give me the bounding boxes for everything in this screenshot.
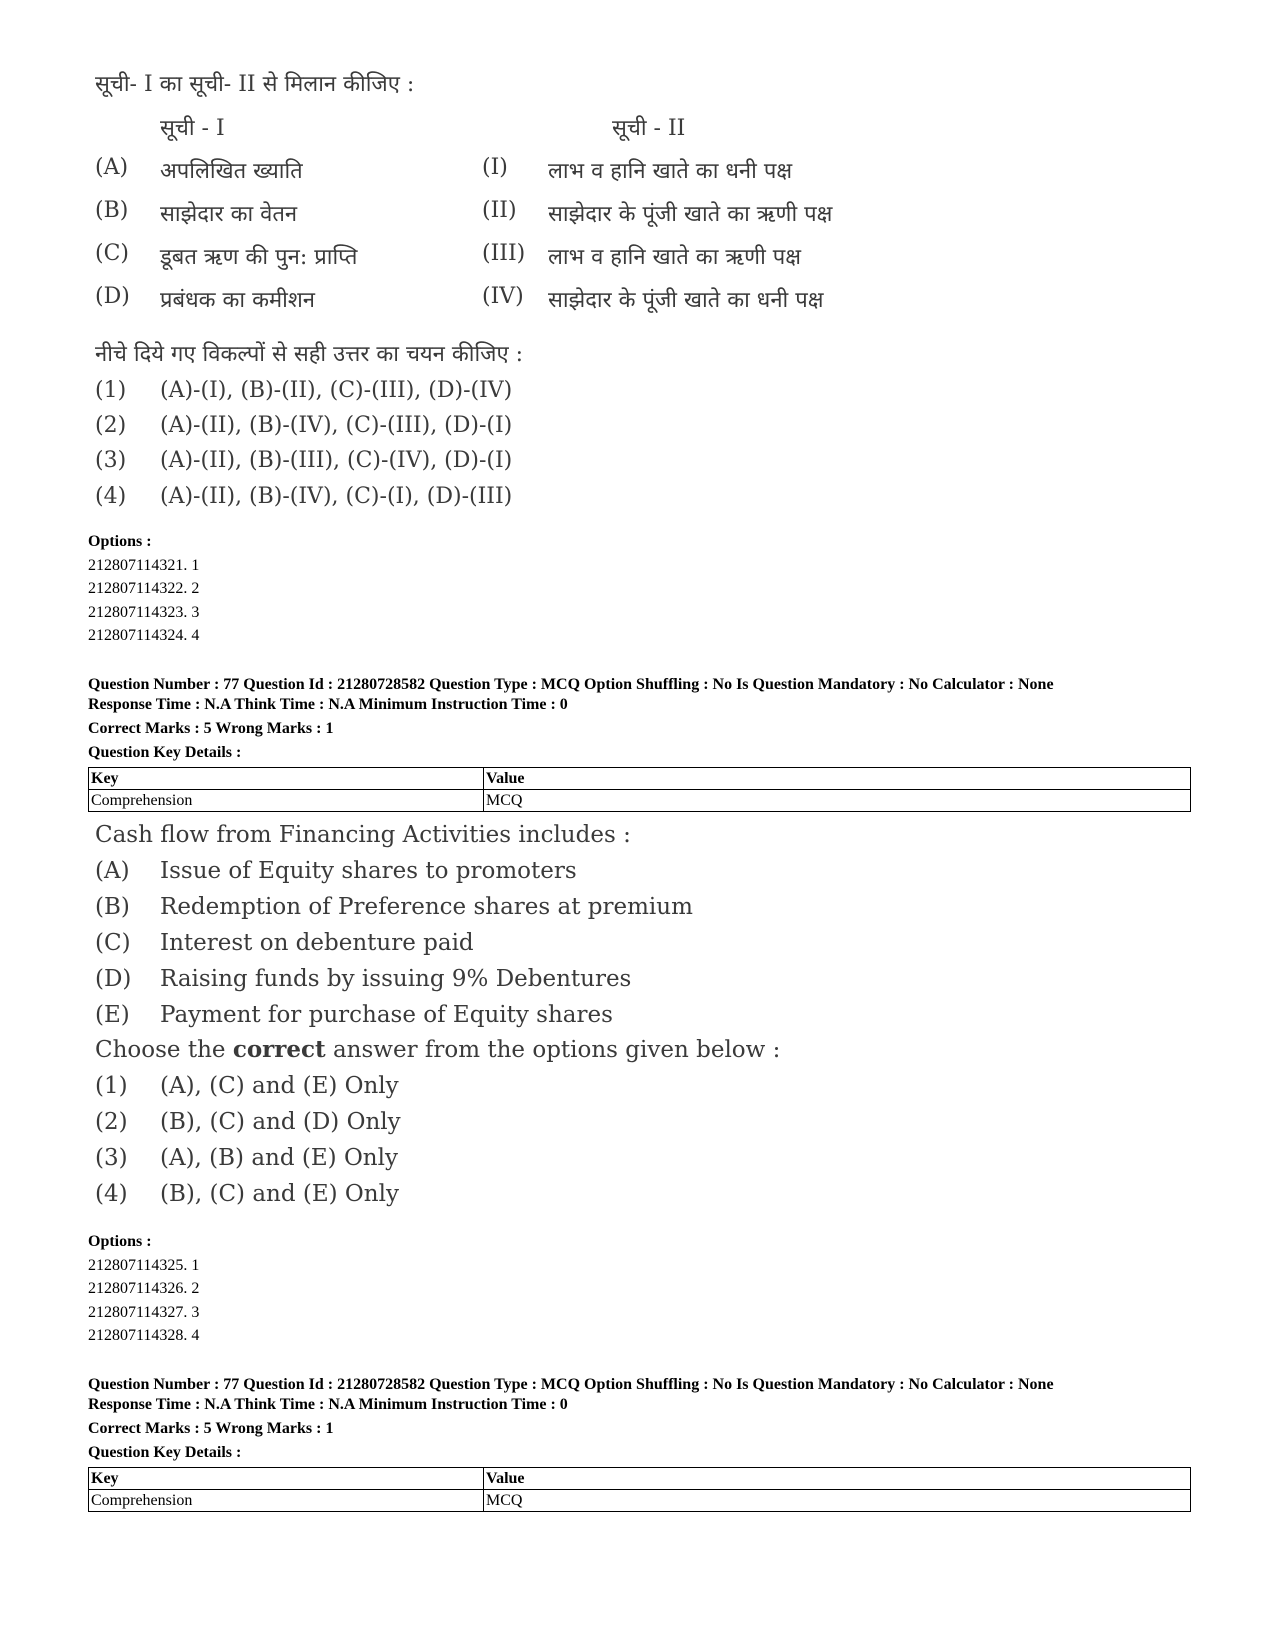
list2-header: सूची - II <box>612 116 686 141</box>
q76-instruction: सूची- I का सूची- II से मिलान कीजिए : <box>95 72 415 97</box>
row-text: अपलिखित ख्याति <box>160 159 303 184</box>
answer-number: (4) <box>95 1181 128 1207</box>
answer-number: (2) <box>95 413 127 438</box>
row-match-text: लाभ व हानि खाते का ऋणी पक्ष <box>548 245 802 270</box>
answer-number: (1) <box>95 378 127 403</box>
list1-header: सूची - I <box>160 116 225 141</box>
statement-label: (C) <box>95 930 131 956</box>
statement-text: Issue of Equity shares to promoters <box>160 858 577 884</box>
match-row <box>0 241 1275 281</box>
answer-text: (A)-(II), (B)-(III), (C)-(IV), (D)-(I) <box>160 448 513 473</box>
answer-number: (2) <box>95 1109 128 1135</box>
table-header-value: Value <box>484 1468 1191 1490</box>
answer-text: (A)-(II), (B)-(IV), (C)-(III), (D)-(I) <box>160 413 513 438</box>
option-item: 212807114325. 1 <box>88 1257 200 1274</box>
answer-row <box>0 1181 1275 1215</box>
answer-number: (3) <box>95 1145 128 1171</box>
answer-row <box>0 448 1275 482</box>
answer-text: (A), (C) and (E) Only <box>160 1073 399 1099</box>
row-label: (B) <box>95 198 129 223</box>
question-meta-line1: Question Number : 77 Question Id : 21280728582 Question Type : MCQ Option Shuffling : No Is Question Mandatory : No Calculator : None <box>88 676 1054 693</box>
question-meta-line2: Response Time : N.A Think Time : N.A Minimum Instruction Time : 0 <box>88 1396 568 1413</box>
answer-row <box>0 378 1275 412</box>
table-row <box>89 1490 1191 1512</box>
answer-text: (A)-(I), (B)-(II), (C)-(III), (D)-(IV) <box>160 378 513 403</box>
match-row <box>0 198 1275 238</box>
choose-pre: Choose the <box>95 1037 233 1063</box>
key-details-table <box>88 1467 1191 1512</box>
options-label: Options : <box>88 1233 152 1250</box>
answer-text: (B), (C) and (E) Only <box>160 1181 399 1207</box>
question-76-image <box>0 0 1275 520</box>
statement-label: (E) <box>95 1002 130 1028</box>
question-meta-line1: Question Number : 77 Question Id : 21280728582 Question Type : MCQ Option Shuffling : No Is Question Mandatory : No Calculator : None <box>88 1376 1054 1393</box>
q76-choose: नीचे दिये गए विकल्पों से सही उत्तर का चयन कीजिए : <box>95 342 524 367</box>
option-item: 212807114323. 3 <box>88 604 200 621</box>
answer-row <box>0 484 1275 518</box>
row-text: प्रबंधक का कमीशन <box>160 288 316 313</box>
answer-row <box>0 1145 1275 1179</box>
answer-row <box>0 1109 1275 1143</box>
statement-text: Redemption of Preference shares at premium <box>160 894 693 920</box>
question-key-details: Question Key Details : <box>88 1444 242 1461</box>
answer-row <box>0 413 1275 447</box>
statement-row <box>0 894 1275 928</box>
match-row <box>0 155 1275 195</box>
option-item: 212807114322. 2 <box>88 580 200 597</box>
answer-number: (3) <box>95 448 127 473</box>
row-text: डूबत ऋण की पुन: प्राप्ति <box>160 245 358 270</box>
answer-number: (4) <box>95 484 127 509</box>
table-header-row <box>89 1468 1191 1490</box>
row-roman: (II) <box>482 198 517 223</box>
statement-row <box>0 930 1275 964</box>
statement-row <box>0 1002 1275 1036</box>
choose-post: answer from the options given below : <box>325 1037 781 1063</box>
table-cell-key: Comprehension <box>89 1490 484 1512</box>
row-text: साझेदार का वेतन <box>160 202 298 227</box>
option-item: 212807114324. 4 <box>88 627 200 644</box>
row-roman: (I) <box>482 155 508 180</box>
row-roman: (IV) <box>482 284 524 309</box>
table-header-row <box>89 768 1191 790</box>
match-row <box>0 284 1275 324</box>
option-item: 212807114321. 1 <box>88 557 200 574</box>
answer-text: (A), (B) and (E) Only <box>160 1145 398 1171</box>
row-roman: (III) <box>482 241 526 266</box>
statement-text: Payment for purchase of Equity shares <box>160 1002 613 1028</box>
row-label: (C) <box>95 241 129 266</box>
statement-row <box>0 966 1275 1000</box>
question-meta-line2: Response Time : N.A Think Time : N.A Minimum Instruction Time : 0 <box>88 696 568 713</box>
table-cell-value: MCQ <box>484 790 1191 812</box>
options-label: Options : <box>88 533 152 550</box>
question-77-image <box>0 818 1275 1218</box>
table-row <box>89 790 1191 812</box>
statement-label: (A) <box>95 858 130 884</box>
question-key-details: Question Key Details : <box>88 744 242 761</box>
answer-row <box>0 1073 1275 1107</box>
row-match-text: साझेदार के पूंजी खाते का ऋणी पक्ष <box>548 202 833 227</box>
q77-stem: Cash flow from Financing Activities includes : <box>95 822 631 848</box>
answer-text: (A)-(II), (B)-(IV), (C)-(I), (D)-(III) <box>160 484 513 509</box>
statement-text: Raising funds by issuing 9% Debentures <box>160 966 632 992</box>
q77-choose <box>95 1036 780 1063</box>
answer-text: (B), (C) and (D) Only <box>160 1109 401 1135</box>
question-marks: Correct Marks : 5 Wrong Marks : 1 <box>88 720 334 737</box>
key-details-table <box>88 767 1191 812</box>
row-match-text: साझेदार के पूंजी खाते का धनी पक्ष <box>548 288 824 313</box>
row-match-text: लाभ व हानि खाते का धनी पक्ष <box>548 159 793 184</box>
table-cell-key: Comprehension <box>89 790 484 812</box>
option-item: 212807114326. 2 <box>88 1280 200 1297</box>
statement-label: (D) <box>95 966 132 992</box>
table-cell-value: MCQ <box>484 1490 1191 1512</box>
table-header-key: Key <box>89 768 484 790</box>
statement-text: Interest on debenture paid <box>160 930 474 956</box>
statement-label: (B) <box>95 894 130 920</box>
answer-number: (1) <box>95 1073 128 1099</box>
row-label: (D) <box>95 284 130 309</box>
table-header-value: Value <box>484 768 1191 790</box>
option-item: 212807114327. 3 <box>88 1304 200 1321</box>
choose-bold: correct <box>232 1036 326 1063</box>
table-header-key: Key <box>89 1468 484 1490</box>
question-marks: Correct Marks : 5 Wrong Marks : 1 <box>88 1420 334 1437</box>
row-label: (A) <box>95 155 129 180</box>
statement-row <box>0 858 1275 892</box>
option-item: 212807114328. 4 <box>88 1327 200 1344</box>
